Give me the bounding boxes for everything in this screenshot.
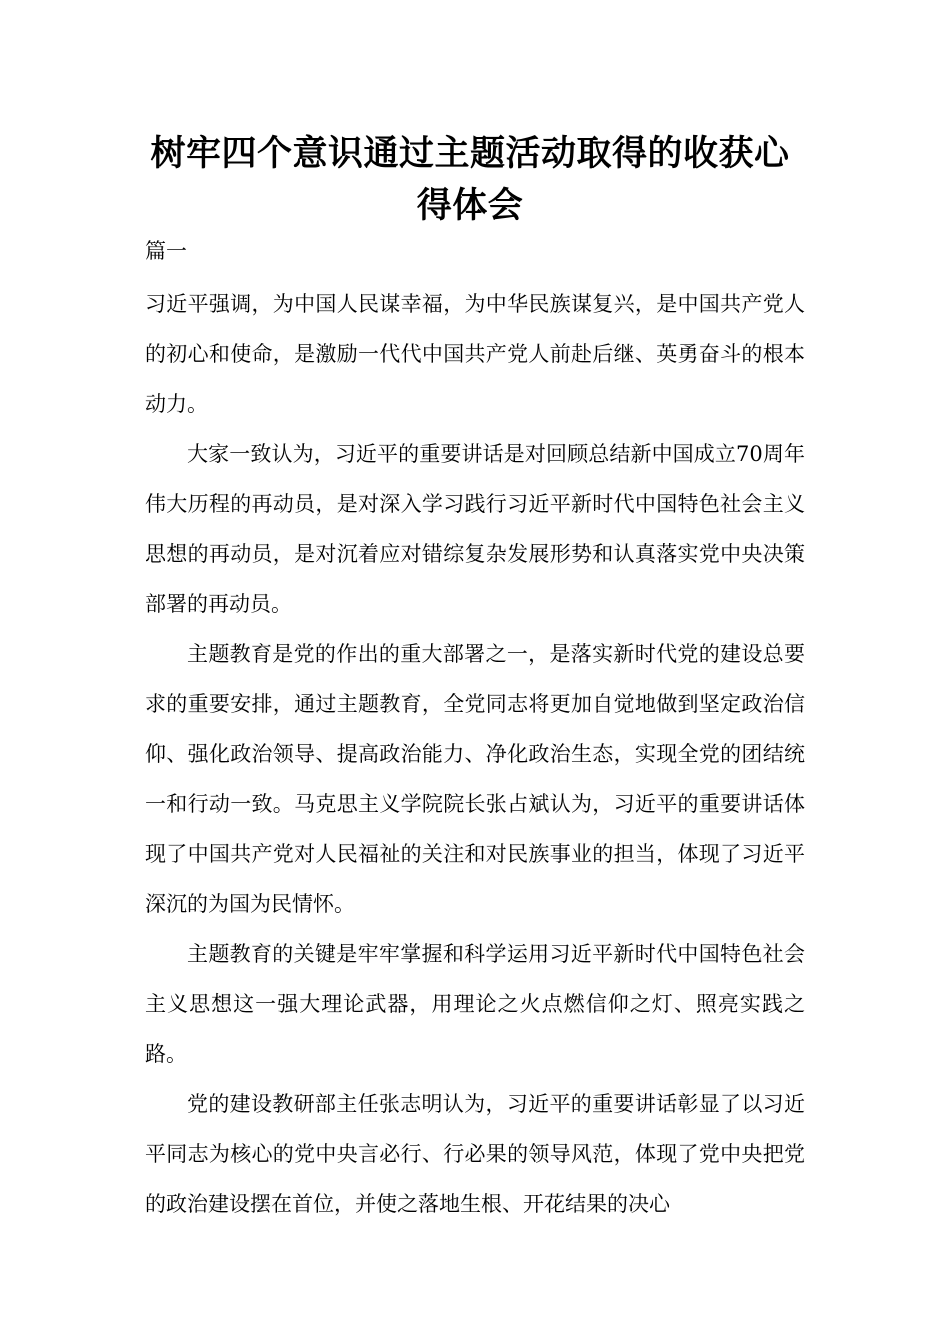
paragraph-3: 主题教育是党的作出的重大部署之一，是落实新时代党的建设总要求的重要安排，通过主题教育，全党同志将更加自觉地做到坚定政治信仰、强化政治领导、提高政治能力、净化政治生态，实现全党的团结统一和行动一致。马克思主义学院院长张占斌认为，习近平的重要讲话体现了中国共产党对人民福祉的关注和对民族事业的担当，体现了习近平深沉的为国为民情怀。: [145, 642, 805, 916]
paragraph-4: 主题教育的关键是牢牢掌握和科学运用习近平新时代中国特色社会主义思想这一强大理论武器，用理论之火点燃信仰之灯、照亮实践之路。: [145, 942, 805, 1066]
document-body: [145, 232, 805, 1229]
paragraph-5: 党的建设教研部主任张志明认为，习近平的重要讲话彰显了以习近平同志为核心的党中央言必行、行必果的领导风范，体现了党中央把党的政治建设摆在首位，并使之落地生根、开花结果的决心: [145, 1092, 805, 1216]
document-title: 树牢四个意识通过主题活动取得的收获心得体会: [150, 134, 790, 226]
paragraph-1: 习近平强调，为中国人民谋幸福，为中华民族谋复兴，是中国共产党人的初心和使命，是激励一代代中国共产党人前赴后继、英勇奋斗的根本动力。: [145, 292, 805, 416]
section-label: 篇一: [145, 239, 187, 263]
paragraph-2: 大家一致认为，习近平的重要讲话是对回顾总结新中国成立70周年伟大历程的再动员，是对深入学习践行习近平新时代中国特色社会主义思想的再动员，是对沉着应对错综复杂发展形势和认真落实党中央决策部署的再动员。: [145, 442, 805, 616]
